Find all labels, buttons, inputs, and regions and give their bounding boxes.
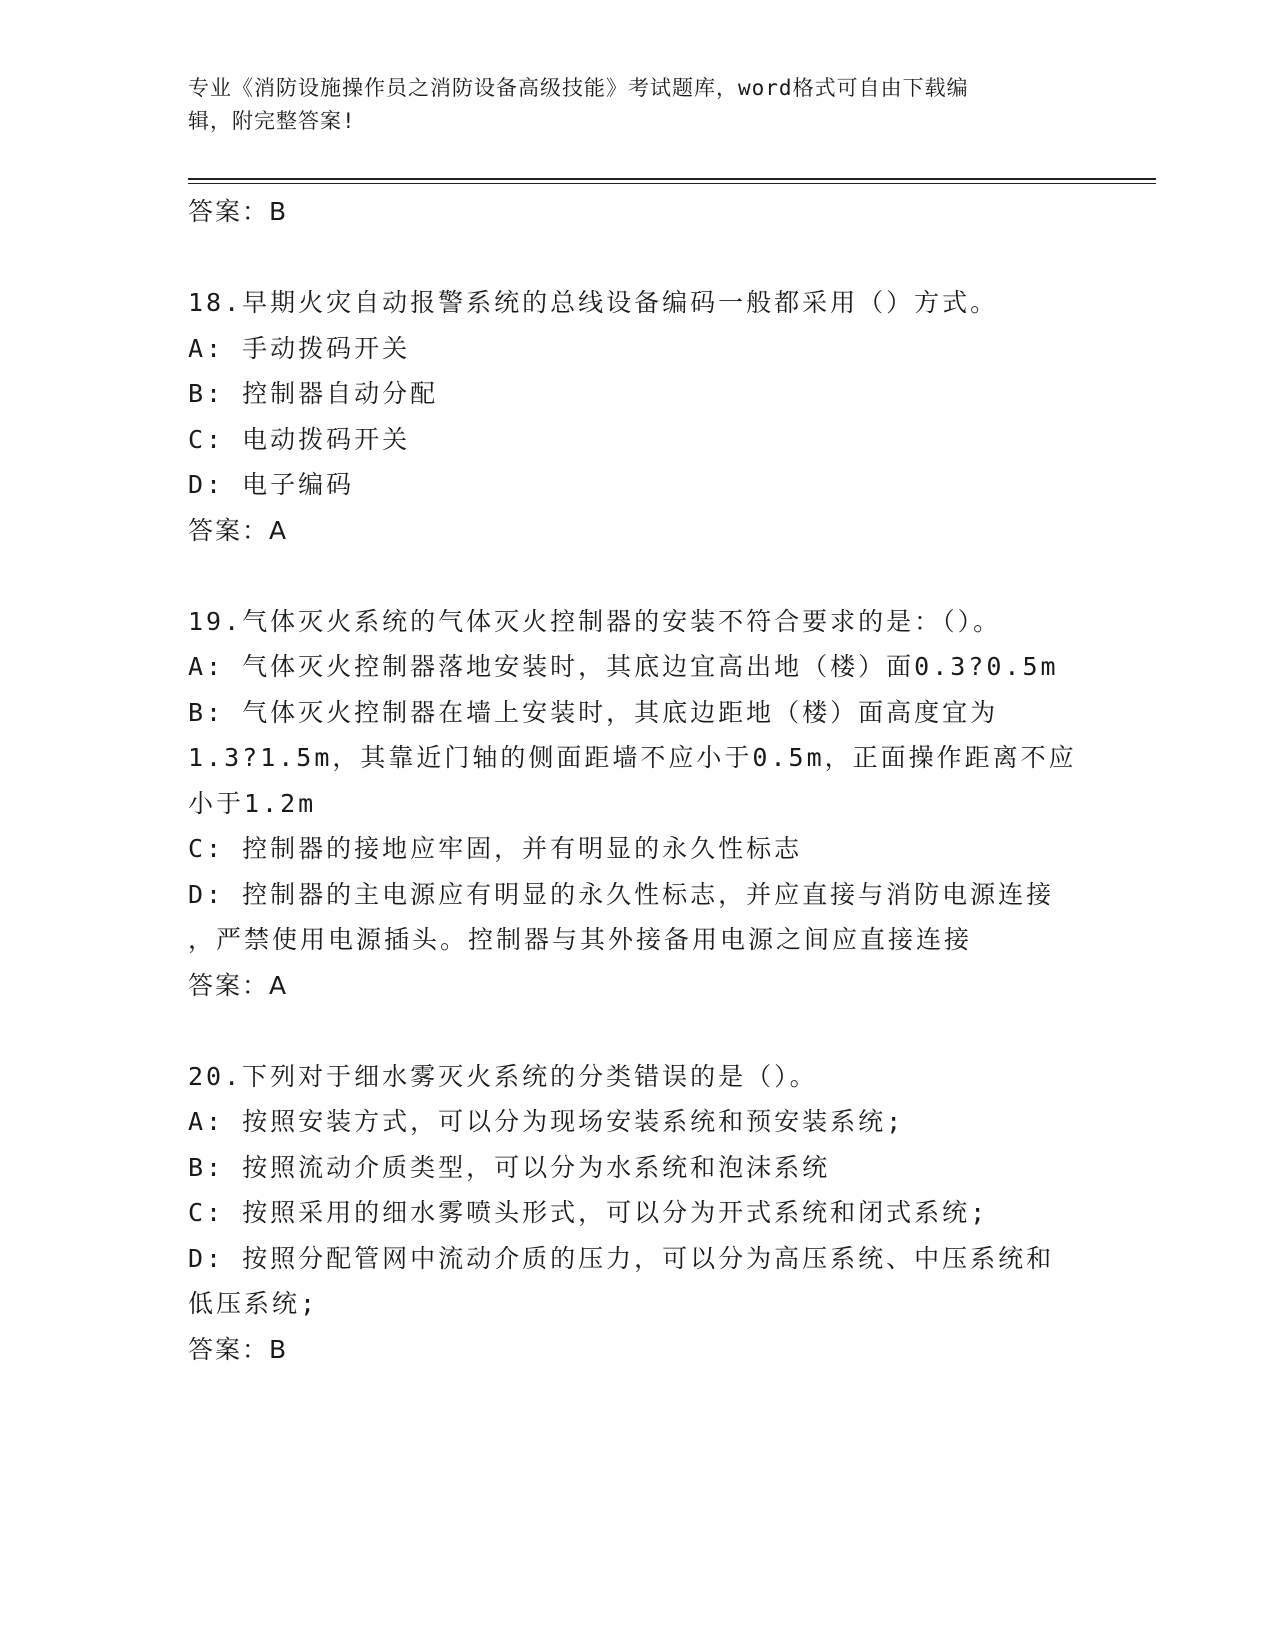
option-b: B: 按照流动介质类型，可以分为水系统和泡沫系统 [188, 1152, 831, 1182]
option-d-continued: ，严禁使用电源插头。控制器与其外接备用电源之间应直接连接 [188, 925, 973, 954]
answer-label: 答案：A [188, 515, 289, 545]
header-divider-thin [188, 183, 1156, 184]
option-d: D: 控制器的主电源应有明显的永久性标志，并应直接与消防电源连接 [188, 879, 1055, 909]
answer-label: 答案：A [188, 970, 289, 1000]
option-d: D: 电子编码 [188, 470, 355, 499]
option-b-continued: 1.3?1.5m，其靠近门轴的侧面距墙不应小于0.5m，正面操作距离不应 [188, 743, 1077, 772]
header-line-1: 专业《消防设施操作员之消防设备高级技能》考试题库，word格式可自由下载编 [188, 76, 969, 100]
option-a: A: 手动拨码开关 [188, 333, 411, 363]
question-stem: 19.气体灭火系统的气体灭火控制器的安装不符合要求的是：（）。 [188, 606, 1002, 636]
option-a: A: 气体灭火控制器落地安装时，其底边宜高出地（楼）面0.3?0.5m [188, 652, 1059, 681]
option-c: C: 按照采用的细水雾喷头形式，可以分为开式系统和闭式系统; [188, 1198, 989, 1227]
option-c: C: 控制器的接地应牢固，并有明显的永久性标志 [188, 834, 803, 863]
option-a: A: 按照安装方式，可以分为现场安装系统和预安装系统; [188, 1107, 905, 1136]
question-stem: 18.早期火灾自动报警系统的总线设备编码一般都采用（）方式。 [188, 288, 999, 317]
question-18 [188, 280, 1088, 553]
option-b-continued: 小于1.2m [188, 788, 317, 818]
spacer [188, 553, 1088, 599]
option-b: B: 控制器自动分配 [188, 379, 439, 408]
option-d-continued: 低压系统; [188, 1289, 319, 1318]
option-d: D: 按照分配管网中流动介质的压力，可以分为高压系统、中压系统和 [188, 1243, 1055, 1273]
header-line-2: 辑，附完整答案! [188, 109, 356, 133]
spacer [188, 1008, 1088, 1054]
question-19 [188, 599, 1088, 1009]
document-body [188, 189, 1088, 1372]
header-divider-thick [188, 178, 1156, 180]
question-20 [188, 1054, 1088, 1373]
option-c: C: 电动拨码开关 [188, 424, 411, 454]
question-stem: 20.下列对于细水雾灭火系统的分类错误的是（）。 [188, 1061, 818, 1091]
option-b: B: 气体灭火控制器在墙上安装时，其底边距地（楼）面高度宜为 [188, 697, 999, 727]
document-header [188, 72, 1088, 138]
answer-label: 答案：B [188, 1334, 289, 1364]
previous-answer: 答案：B [188, 197, 289, 226]
spacer [188, 235, 1088, 281]
